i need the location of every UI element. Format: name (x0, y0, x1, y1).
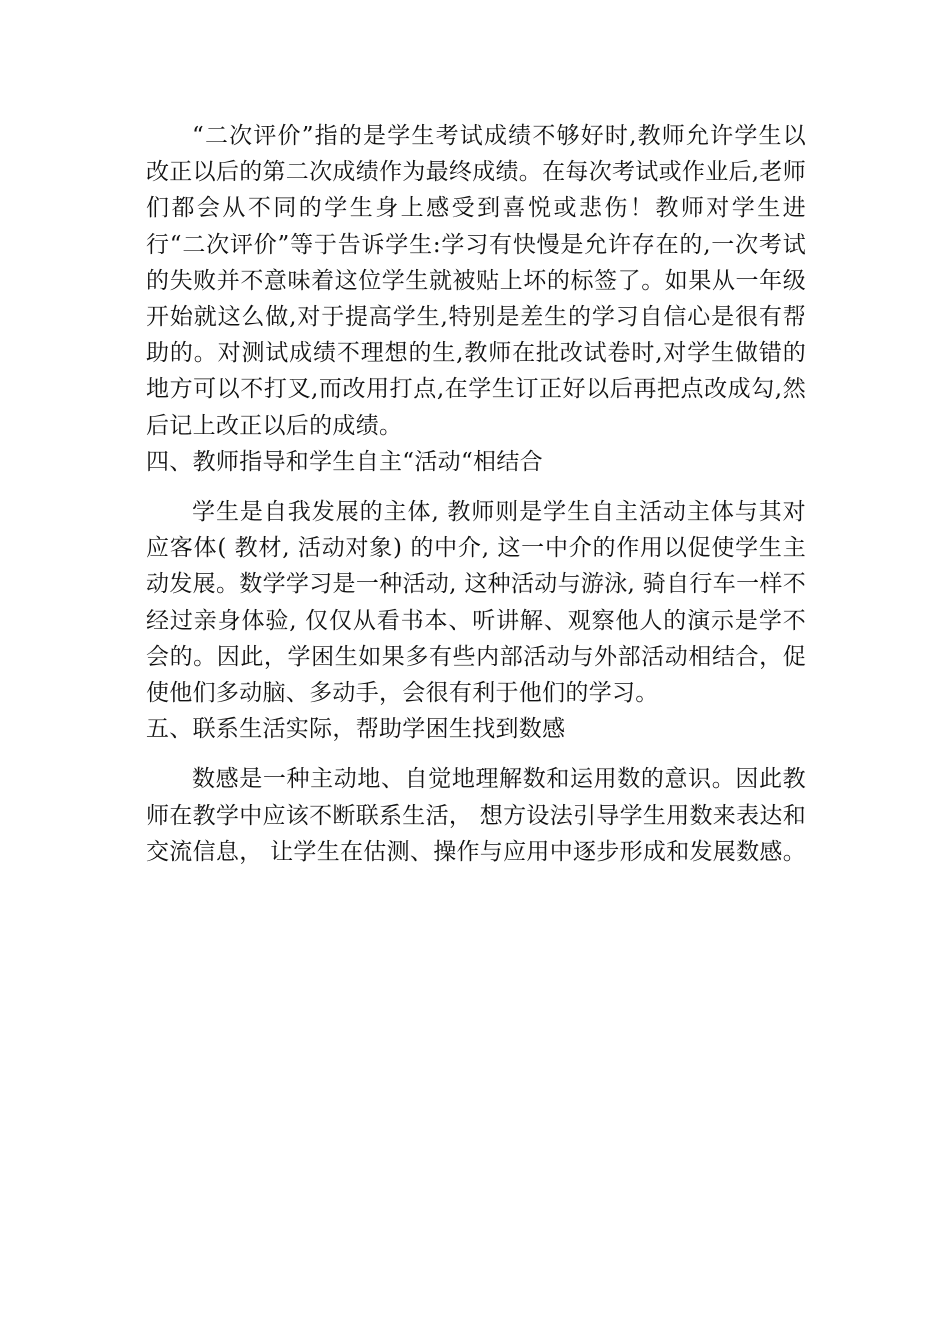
document-page (146, 118, 806, 870)
section-heading-5: 五、联系生活实际，帮助学困生找到数感 (146, 716, 566, 743)
paragraph-second-evaluation: “二次评价”指的是学生考试成绩不够好时,教师允许学生以改正以后的第二次成绩作为最终成绩。在每次考试或作业后,老师们都会从不同的学生身上感受到喜悦或悲伤！教师对学生进行“二次评价”等于告诉学生:学习有快慢是允许存在的,一次考试的失败并不意味着这位学生就被贴上坏的标签了。如果从一年级开始就这么做,对于提高学生,特别是差生的学习自信心是很有帮助的。对测试成绩不理想的生,教师在批改试卷时,对学生做错的地方可以不打叉,而改用打点,在学生订正好以后再把点改成勾,然后记上改正以后的成绩。 (146, 123, 807, 439)
paragraph-student-activity: 学生是自我发展的主体, 教师则是学生自主活动主体与其对应客体( 教材, 活动对象) 的中介, 这一中介的作用以促使学生主动发展。数学学习是一种活动, 这种活动与游泳, 骑自行车一样不经过亲身体验, 仅仅从看书本、听讲解、观察他人的演示是学不会的。因此，学困生如果多有些内部活动与外部活动相结合，促使他们多动脑、多动手，会很有利于他们的学习。 (146, 499, 806, 707)
section-heading-4: 四、教师指导和学生自主“活动“相结合 (146, 448, 543, 475)
paragraph-number-sense: 数感是一种主动地、自觉地理解数和运用数的意识。因此教师在教学中应该不断联系生活， 想方设法引导学生用数来表达和交流信息， 让学生在估测、操作与应用中逐步形成和发展数感。 (146, 766, 807, 865)
